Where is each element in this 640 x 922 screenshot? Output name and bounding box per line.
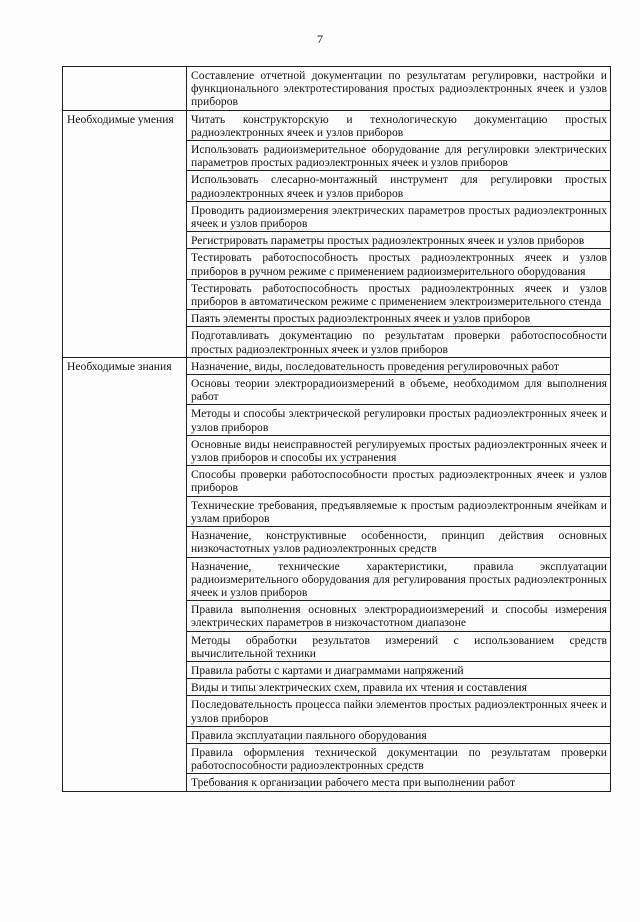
requirement-cell: Паять элементы простых радиоэлектронных ячеек и узлов приборов <box>187 310 611 327</box>
page-number: 7 <box>317 32 323 46</box>
requirement-cell: Проводить радиоизмерения электрических параметров простых радиоэлектронных ячеек и узлов приборов <box>187 201 611 231</box>
requirement-cell: Виды и типы электрических схем, правила их чтения и составления <box>187 679 611 696</box>
requirement-cell: Методы и способы электрической регулировки простых радиоэлектронных ячеек и узлов приборов <box>187 405 611 435</box>
requirement-cell: Регистрировать параметры простых радиоэлектронных ячеек и узлов приборов <box>187 232 611 249</box>
requirement-cell: Способы проверки работоспособности простых радиоэлектронных ячеек и узлов приборов <box>187 466 611 496</box>
requirement-cell: Использовать радиоизмерительное оборудование для регулировки электрических параметров простых радиоэлектронных ячеек и узлов приборов <box>187 141 611 171</box>
requirement-cell: Последовательность процесса пайки элементов простых радиоэлектронных ячеек и узлов приборов <box>187 696 611 726</box>
table-row <box>63 357 611 374</box>
requirement-cell: Назначение, виды, последовательность проведения регулировочных работ <box>187 357 611 374</box>
table-row <box>63 67 611 111</box>
requirement-cell: Правила выполнения основных электрорадиоизмерений и способы измерения электрических параметров в низкочастотном диапазоне <box>187 601 611 631</box>
requirement-cell: Читать конструкторскую и технологическую документацию простых радиоэлектронных ячеек и узлов приборов <box>187 110 611 140</box>
requirement-cell: Назначение, технические характеристики, правила эксплуатации радиоизмерительного оборудования для регулирования простых радиоэлектронных ячеек и узлов приборов <box>187 557 611 601</box>
requirement-cell: Технические требования, предъявляемые к простым радиоэлектронным ячейкам и узлам приборов <box>187 496 611 526</box>
requirement-cell: Тестировать работоспособность простых радиоэлектронных ячеек и узлов приборов в ручном режиме с применением радиоизмерительного оборудования <box>187 249 611 279</box>
category-cell: Необходимые умения <box>63 110 187 357</box>
requirement-cell: Использовать слесарно-монтажный инструмент для регулировки простых радиоэлектронных ячеек и узлов приборов <box>187 171 611 201</box>
requirement-cell: Назначение, конструктивные особенности, принцип действия основных низкочастотных узлов радиоэлектронных средств <box>187 527 611 557</box>
requirement-cell: Правила работы с картами и диаграммами напряжений <box>187 661 611 678</box>
requirement-cell: Составление отчетной документации по результатам регулировки, настройки и функционального электротестирования простых радиоэлектронных ячеек и узлов приборов <box>187 67 611 111</box>
requirement-cell: Тестировать работоспособность простых радиоэлектронных ячеек и узлов приборов в автоматическом режиме с применением электроизмерительного стенда <box>187 279 611 309</box>
requirement-cell: Основные виды неисправностей регулируемых простых радиоэлектронных ячеек и узлов приборов и способы их устранения <box>187 435 611 465</box>
requirement-cell: Методы обработки результатов измерений с использованием средств вычислительной техники <box>187 631 611 661</box>
table-row <box>63 110 611 140</box>
category-cell: Необходимые знания <box>63 357 187 791</box>
requirement-cell: Основы теории электрорадиоизмерений в объеме, необходимом для выполнения работ <box>187 375 611 405</box>
category-cell <box>63 67 187 111</box>
requirement-cell: Правила оформления технической документации по результатам проверки работоспособности радиоэлектронных средств <box>187 743 611 773</box>
requirements-table <box>62 66 611 792</box>
requirement-cell: Подготавливать документацию по результатам проверки работоспособности простых радиоэлектронных ячеек и узлов приборов <box>187 327 611 357</box>
requirement-cell: Требования к организации рабочего места при выполнении работ <box>187 774 611 791</box>
requirements-table-body <box>63 67 611 792</box>
requirement-cell: Правила эксплуатации паяльного оборудования <box>187 726 611 743</box>
